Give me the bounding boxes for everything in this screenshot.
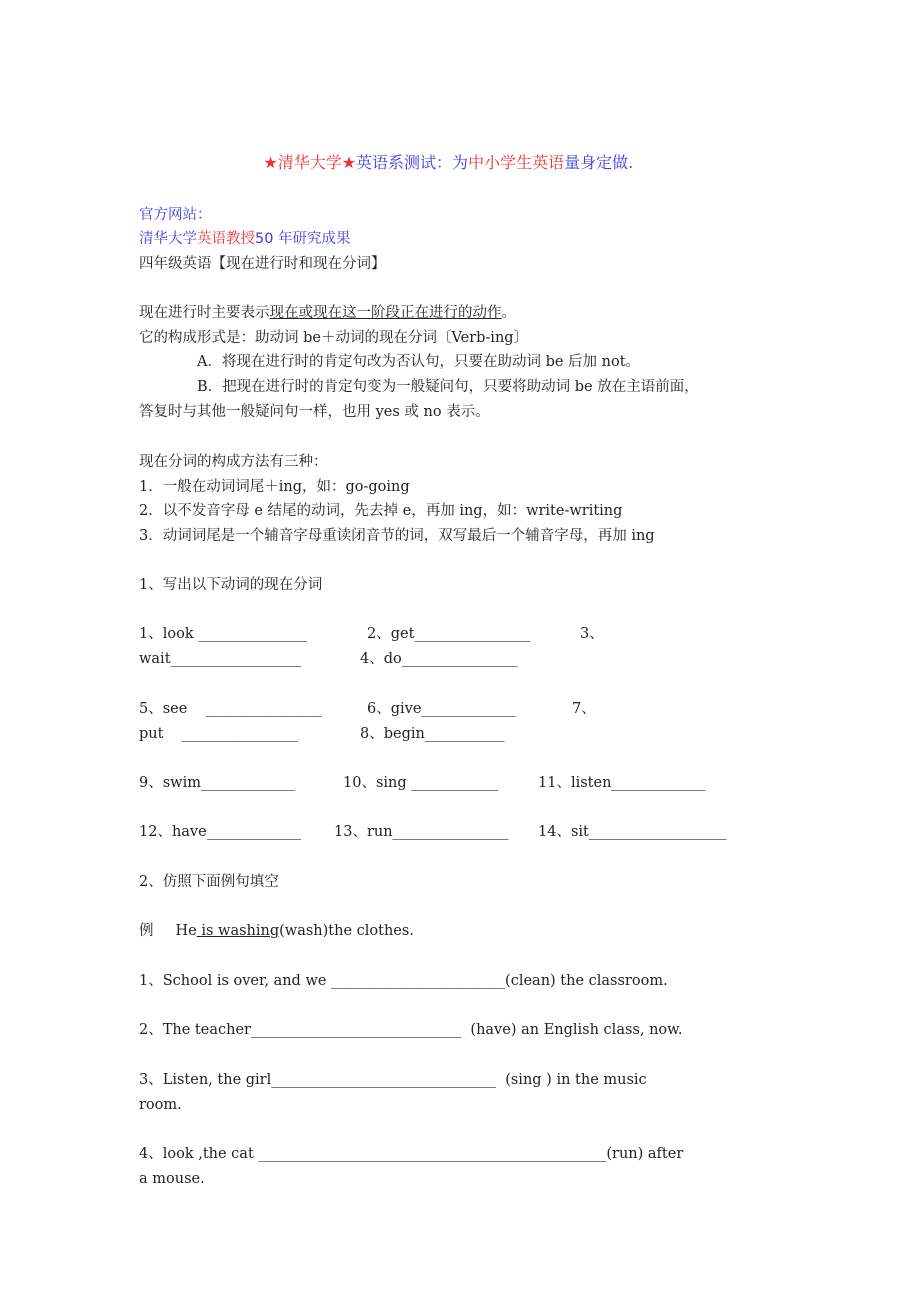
exercise-item[interactable]: 14、sit___________________ [538,824,727,840]
fill-question[interactable]: 2、The teacher_____________________________ (have) an English class, now. [139,1022,683,1038]
method-item: 3．动词词尾是一个辅音字母重读闭音节的词，双写最后一个辅音字母，再加 ing [139,528,655,544]
exercise-item[interactable]: 13、run________________ [334,824,509,840]
fill-question-cont: a mouse. [139,1171,205,1187]
section2-heading: 2、仿照下面例句填空 [139,874,279,890]
header-highlight: 中小学生英语 [468,153,565,172]
example-text: (wash)the clothes. [279,923,414,939]
methods-heading: 现在分词的构成方法有三种： [139,454,328,470]
fill-question-cont: room. [139,1097,182,1113]
header-university: 清华大学 [277,153,342,172]
tagline-part: 50 年研究成果 [255,231,351,247]
exercise-item[interactable]: 9、swim_____________ [139,775,296,791]
fill-question[interactable]: 4、look ,the cat ________________________________________________(run) after [139,1146,684,1162]
example-text: He [175,923,197,939]
exercise-item[interactable]: 2、get________________ [367,626,531,642]
exercise-item[interactable]: 3、 [580,626,604,642]
intro-text: 。 [501,305,516,321]
example-answer: is washing [196,923,280,939]
intro-line: B．把现在进行时的肯定句变为一般疑问句，只要将助动词 be 放在主语前面， [197,379,699,395]
example-sentence [139,921,414,941]
tagline-highlight: 英语教授 [197,231,255,247]
intro-line: 它的构成形式是：助动词 be＋动词的现在分词〔Verb-ing〕 [139,330,529,346]
site-label: 官方网站： [139,207,212,223]
star-icon: ★ [341,153,357,172]
site-tagline [139,229,351,249]
exercise-item[interactable]: 4、do________________ [360,651,518,667]
document-header [243,133,633,193]
exercise-item[interactable]: wait__________________ [139,651,302,667]
intro-line: 答复时与其他一般疑问句一样，也用 yes 或 no 表示。 [139,404,490,420]
intro-line: A．将现在进行时的肯定句改为否认句，只要在助动词 be 后加 not。 [197,354,641,370]
exercise-item[interactable]: 5、see ________________ [139,701,322,717]
method-item: 2．以不发音字母 e 结尾的动词，先去掉 e，再加 ing，如：write-writing [139,503,623,519]
exercise-item[interactable]: 10、sing ____________ [343,775,499,791]
subject-title: 四年级英语【现在进行时和现在分词】 [139,256,386,272]
fill-question[interactable]: 1、School is over, and we ________________________(clean) the classroom. [139,973,668,989]
star-icon: ★ [263,153,278,172]
header-text: 英语系测试：为 [356,153,469,172]
section1-heading: 1、写出以下动词的现在分词 [139,577,323,593]
exercise-item[interactable]: 12、have_____________ [139,824,301,840]
intro-text: 现在进行时主要表示 [139,305,270,321]
method-item: 1．一般在动词词尾＋ing，如：go-going [139,479,410,495]
exercise-item[interactable]: put ________________ [139,726,298,742]
fill-question[interactable]: 3、Listen, the girl_______________________________ (sing ) in the music [139,1072,647,1088]
exercise-item[interactable]: 7、 [572,701,596,717]
intro-line [139,303,516,323]
exercise-item[interactable]: 1、look _______________ [139,626,307,642]
exercise-item[interactable]: 8、begin___________ [360,726,505,742]
example-label: 例 [139,923,154,939]
header-text-end: 量身定做. [564,153,634,172]
intro-underlined: 现在或现在这一阶段正在进行的动作 [269,305,502,321]
exercise-item[interactable]: 6、give_____________ [367,701,516,717]
tagline-part: 清华大学 [139,231,197,247]
exercise-item[interactable]: 11、listen_____________ [538,775,706,791]
